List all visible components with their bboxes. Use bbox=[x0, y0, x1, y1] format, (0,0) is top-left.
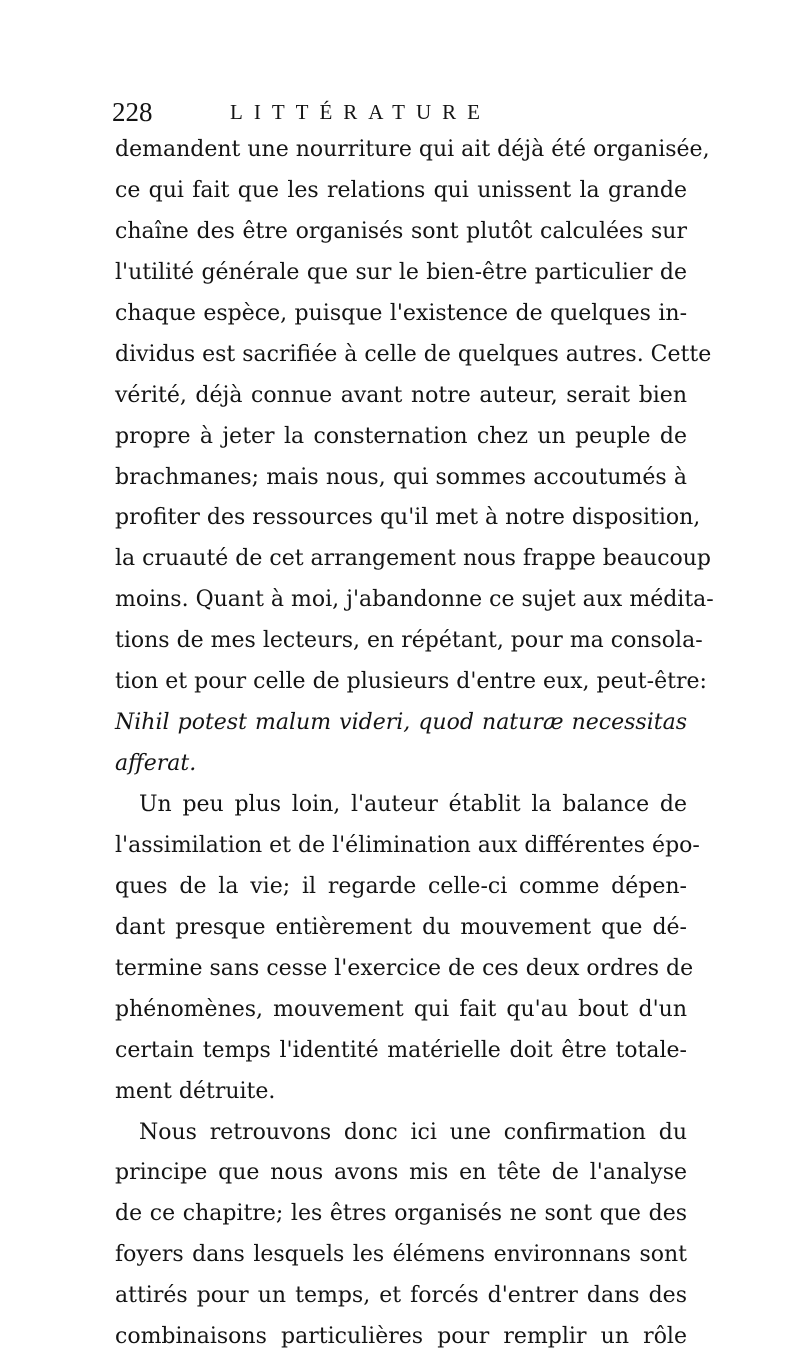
paragraph-start-line: Un peu plus loin, l'auteur établit la balance de bbox=[139, 792, 687, 817]
text-line: dividus est sacrifiée à celle de quelques autres. Cette bbox=[115, 341, 712, 367]
text-line: phénomènes, mouvement qui fait qu'au bout d'un bbox=[115, 996, 687, 1022]
text-line: foyers dans lesquels les élémens environnans sont bbox=[115, 1242, 687, 1268]
text-line: vérité, déjà connue avant notre auteur, serait bien bbox=[115, 382, 687, 408]
text-line: certain temps l'identité matérielle doit être totale- bbox=[115, 1037, 687, 1063]
text-line: profiter des ressources qu'il met à notre disposition, bbox=[115, 505, 701, 531]
text-line: tion et pour celle de plusieurs d'entre eux, peut-être: bbox=[115, 669, 707, 695]
text-line: de ce chapitre; les êtres organisés ne sont que des bbox=[115, 1201, 687, 1227]
text-line: demandent une nourriture qui ait déjà été organisée, bbox=[115, 137, 710, 162]
text-line: principe que nous avons mis en tête de l'analyse bbox=[115, 1160, 687, 1186]
text-line: l'utilité générale que sur le bien-être particulier de bbox=[115, 259, 687, 285]
text-line: attirés pour un temps, et forcés d'entrer dans des bbox=[115, 1283, 687, 1309]
text-line: brachmanes; mais nous, qui sommes accoutumés à bbox=[115, 464, 687, 490]
text-line: ment détruite. bbox=[115, 1078, 276, 1104]
text-line: ce qui fait que les relations qui unissent la grande bbox=[115, 177, 687, 203]
latin-quote-line: afferat. bbox=[115, 751, 197, 777]
text-line: chaque espèce, puisque l'existence de quelques in- bbox=[115, 300, 687, 326]
text-line: ques de la vie; il regarde celle-ci comme dépen- bbox=[115, 873, 687, 899]
text-line: chaîne des être organisés sont plutôt calculées sur bbox=[115, 218, 687, 244]
page-number: 228 bbox=[112, 97, 153, 127]
text-line: propre à jeter la consternation chez un peuple de bbox=[115, 423, 687, 449]
text-line: termine sans cesse l'exercice de ces deux ordres de bbox=[115, 955, 694, 981]
latin-quote-line: Nihil potest malum videri, quod naturæ necessitas bbox=[115, 710, 687, 736]
text-line: combinaisons particulières pour remplir un rôle bbox=[115, 1324, 687, 1350]
paragraph-start-line: Nous retrouvons donc ici une confirmation du bbox=[139, 1119, 687, 1145]
text-line: moins. Quant à moi, j'abandonne ce sujet aux médita- bbox=[115, 587, 714, 613]
running-title: LITTÉRATURE bbox=[230, 100, 491, 124]
running-head bbox=[112, 92, 688, 132]
text-line: la cruauté de cet arrangement nous frappe beaucoup bbox=[115, 546, 712, 572]
text-line: tions de mes lecteurs, en répétant, pour ma consola- bbox=[115, 628, 703, 654]
body-text bbox=[115, 130, 714, 1358]
text-line: l'assimilation et de l'élimination aux différentes épo- bbox=[115, 832, 700, 858]
text-line: dant presque entièrement du mouvement que dé- bbox=[115, 914, 687, 940]
